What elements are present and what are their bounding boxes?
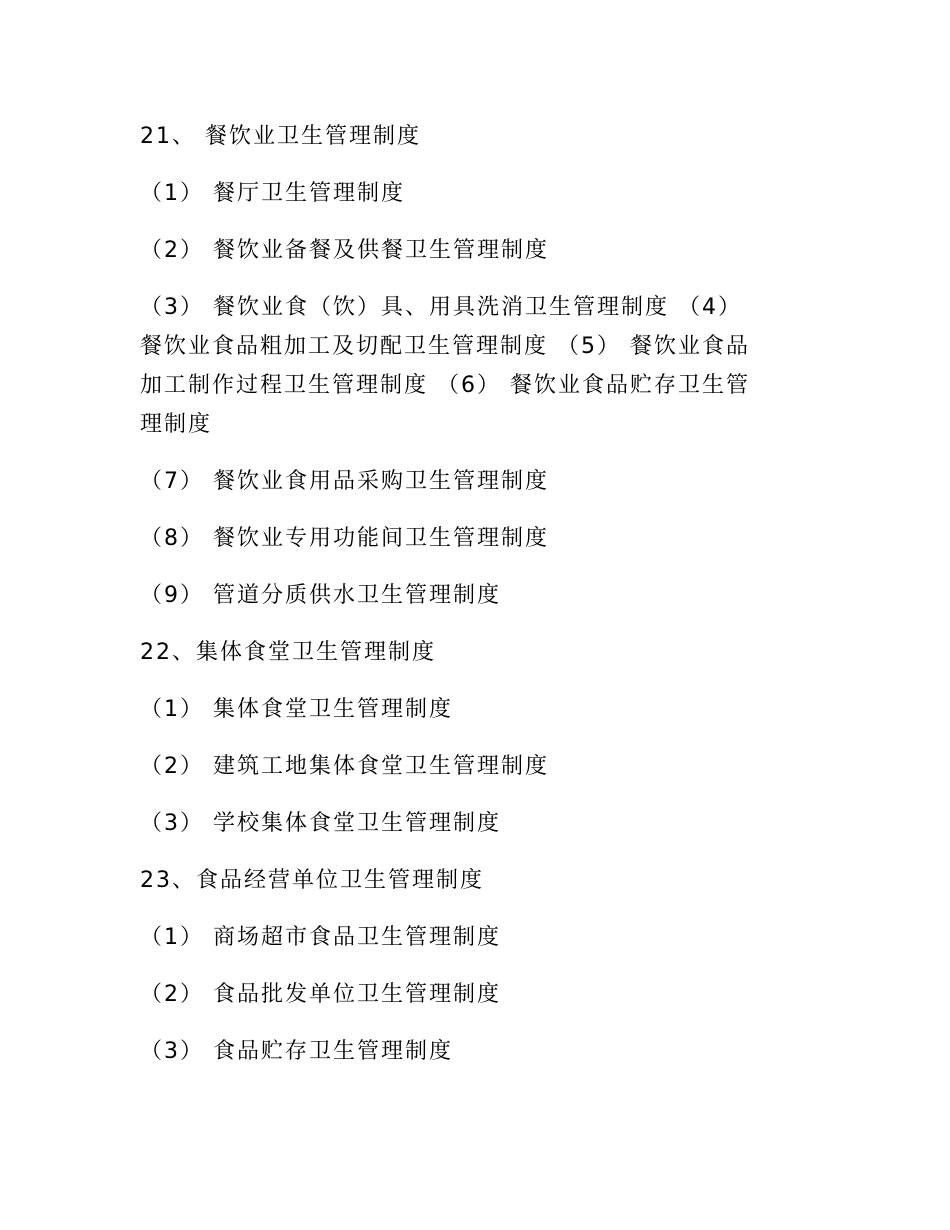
- paragraph-row: （3） 餐饮业食（饮）具、用具洗消卫生管理制度 （4）: [140, 295, 742, 320]
- list-item: （9） 管道分质供水卫生管理制度: [140, 583, 501, 608]
- list-item: （3） 学校集体食堂卫生管理制度: [140, 811, 501, 836]
- list-item: （1） 集体食堂卫生管理制度: [140, 697, 453, 722]
- paragraph-row: 餐饮业食品粗加工及切配卫生管理制度 （5） 餐饮业食品: [140, 334, 750, 359]
- list-item: （2） 建筑工地集体食堂卫生管理制度: [140, 754, 549, 779]
- document-body: [140, 117, 812, 1089]
- paragraph-row: 理制度: [140, 412, 213, 437]
- list-item: （3） 食品贮存卫生管理制度: [140, 1039, 453, 1064]
- heading-section-22: 22、集体食堂卫生管理制度: [140, 640, 436, 665]
- heading-section-23: 23、食品经营单位卫生管理制度: [140, 868, 484, 893]
- list-item: （1） 商场超市食品卫生管理制度: [140, 925, 501, 950]
- heading-section-21: 21、 餐饮业卫生管理制度: [140, 124, 421, 149]
- paragraph-row: 加工制作过程卫生管理制度 （6） 餐饮业食品贮存卫生管: [140, 373, 750, 398]
- list-item: （2） 餐饮业备餐及供餐卫生管理制度: [140, 238, 549, 263]
- list-item: （2） 食品批发单位卫生管理制度: [140, 982, 501, 1007]
- list-item: （1） 餐厅卫生管理制度: [140, 181, 405, 206]
- list-item: （7） 餐饮业食用品采购卫生管理制度: [140, 469, 549, 494]
- list-item: （8） 餐饮业专用功能间卫生管理制度: [140, 526, 549, 551]
- wrapped-paragraph: [140, 288, 812, 444]
